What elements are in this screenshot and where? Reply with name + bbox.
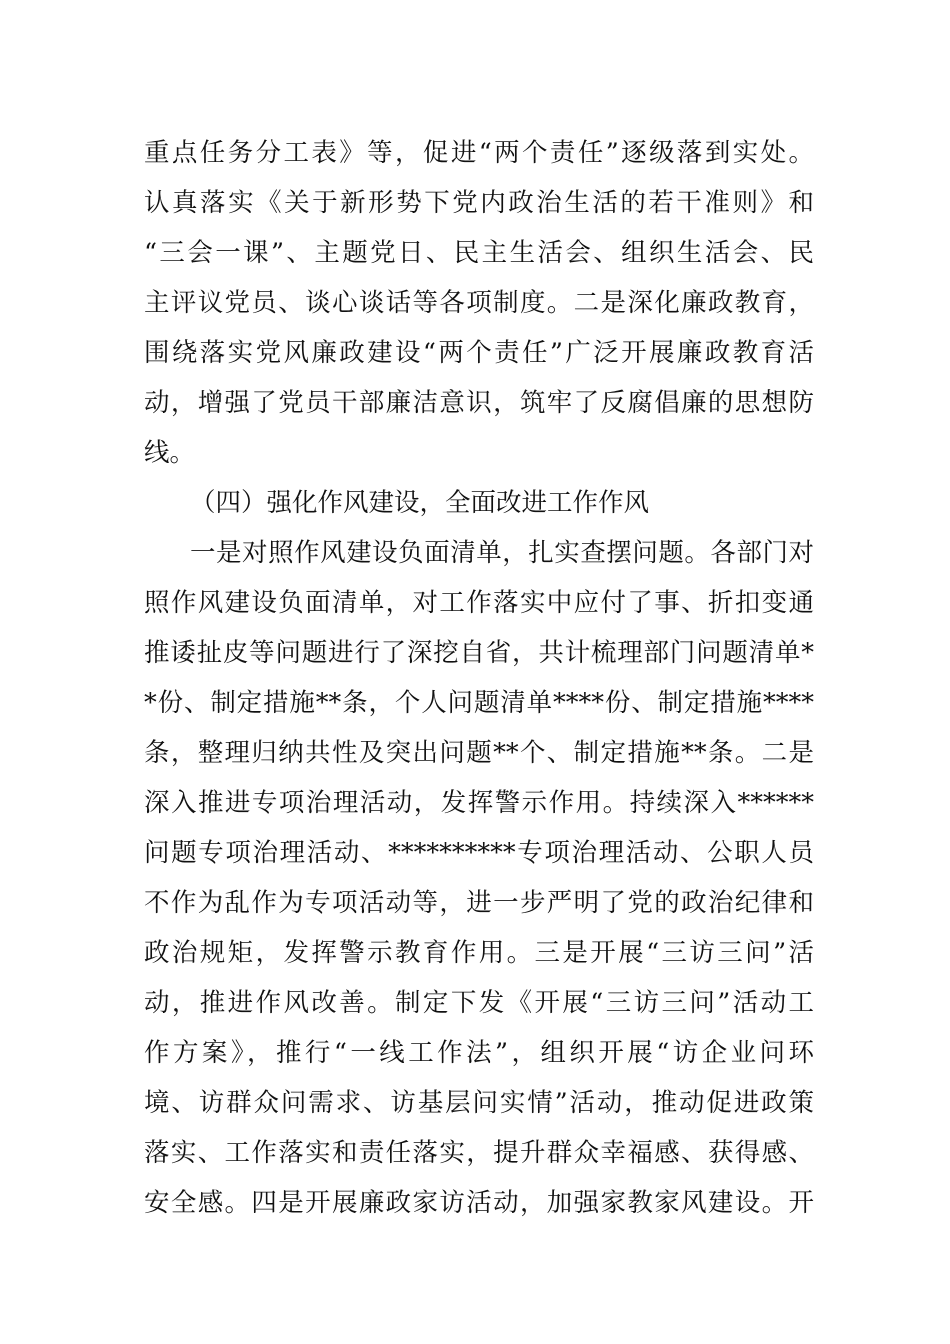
paragraph-line: 政治规矩，发挥警示教育作用。三是开展“三访三问”活 [144, 938, 814, 968]
paragraph-line: 深入推进专项治理活动，发挥警示作用。持续深入****** [144, 788, 814, 818]
paragraph-line: 线。 [144, 438, 196, 468]
paragraph-line: 作方案》，推行“一线工作法”，组织开展“访企业问环 [144, 1038, 814, 1068]
paragraph-line: 问题专项治理活动、**********专项治理活动、公职人员 [144, 838, 814, 868]
paragraph-line: 主评议党员、谈心谈话等各项制度。二是深化廉政教育， [144, 288, 814, 318]
paragraph-line: 围绕落实党风廉政建设“两个责任”广泛开展廉政教育活 [144, 338, 814, 368]
paragraph-line: 动，推进作风改善。制定下发《开展“三访三问”活动工 [144, 988, 814, 1018]
paragraph-line: 认真落实《关于新形势下党内政治生活的若干准则》和 [144, 188, 814, 218]
paragraph-line: 动，增强了党员干部廉洁意识，筑牢了反腐倡廉的思想防 [144, 388, 814, 418]
paragraph-line: 落实、工作落实和责任落实，提升群众幸福感、获得感、 [144, 1138, 814, 1168]
paragraph-line: 照作风建设负面清单，对工作落实中应付了事、折扣变通 [144, 588, 814, 618]
paragraph-line: 境、访群众问需求、访基层问实情”活动，推动促进政策 [144, 1088, 814, 1118]
paragraph-line: 不作为乱作为专项活动等，进一步严明了党的政治纪律和 [144, 888, 814, 918]
paragraph-line: 安全感。四是开展廉政家访活动，加强家教家风建设。开 [144, 1188, 814, 1218]
paragraph-line: *份、制定措施**条，个人问题清单****份、制定措施**** [144, 688, 814, 718]
section-heading: （四）强化作风建设，全面改进工作作风 [190, 488, 650, 518]
paragraph-line: “三会一课”、主题党日、民主生活会、组织生活会、民 [144, 238, 814, 268]
paragraph-first-line: 一是对照作风建设负面清单，扎实查摆问题。各部门对 [190, 538, 814, 568]
paragraph-line: 推诿扯皮等问题进行了深挖自省，共计梳理部门问题清单* [144, 638, 814, 668]
paragraph-line: 条，整理归纳共性及突出问题**个、制定措施**条。二是 [144, 738, 814, 768]
paragraph-line: 重点任务分工表》等，促进“两个责任”逐级落到实处。 [144, 138, 814, 168]
